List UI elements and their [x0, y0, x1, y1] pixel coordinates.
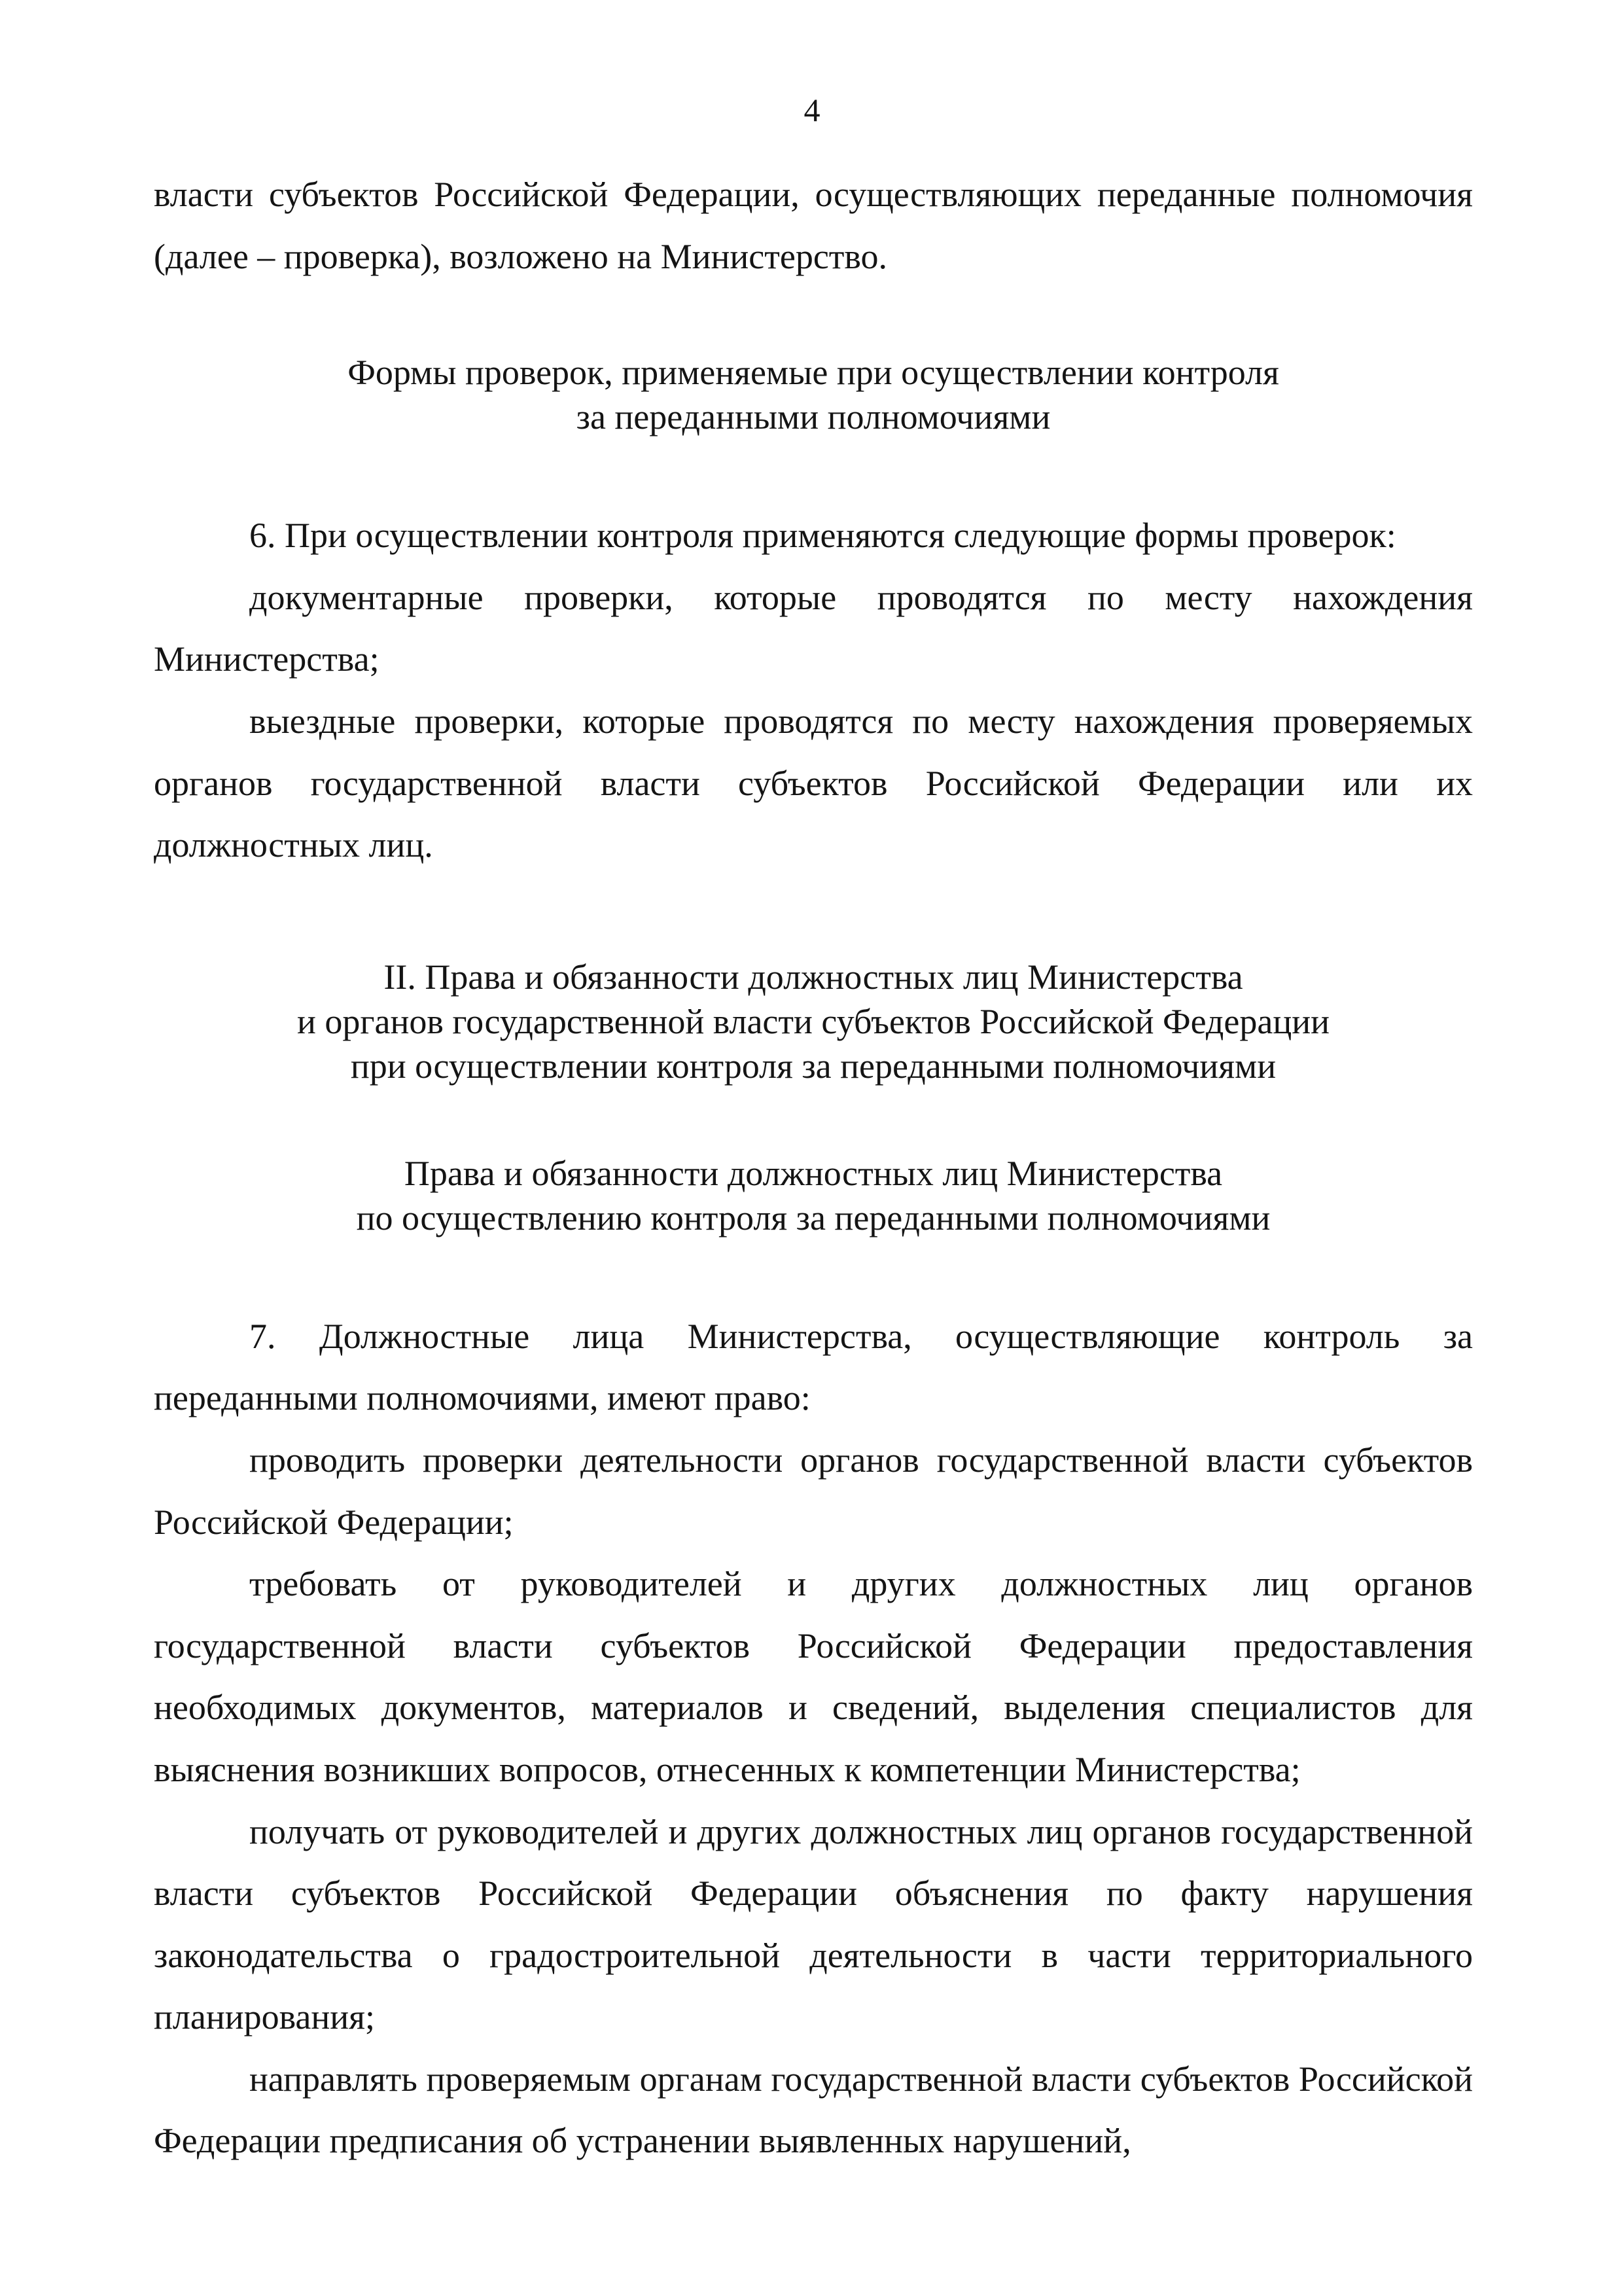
paragraph-7: 7. Должностные лица Министерства, осуществляющие контроль за переданными полномочиями, имеют право:	[154, 1316, 1473, 1418]
paragraph-7-request: требовать от руководителей и других должностных лиц органов государственной власти субъектов Российской Федерации предоставления необходимых документов, материалов и сведений, выделения специалистов для выяснения возникших вопросов, отнесенных к компетенции Министерства;	[154, 1564, 1473, 1789]
paragraph-6: 6. При осуществлении контроля применяются следующие формы проверок:	[249, 516, 1396, 556]
page-number: 4	[803, 92, 821, 128]
paragraph-6-documentary: документарные проверки, которые проводятся по месту нахождения Министерства;	[154, 577, 1473, 679]
heading-line: за переданными полномочиями	[576, 397, 1051, 437]
heading-line: Права и обязанности должностных лиц Министерства	[404, 1153, 1223, 1193]
paragraph-6-field: выездные проверки, которые проводятся по месту нахождения проверяемых органов государственной власти субъектов Российской Федерации или их должностных лиц.	[154, 701, 1473, 865]
document-body	[154, 164, 1473, 2172]
heading-line: II. Права и обязанности должностных лиц Министерства	[383, 957, 1243, 997]
heading-section-2	[154, 955, 1473, 1088]
paragraph-7-inspect: проводить проверки деятельности органов государственной власти субъектов Российской Федерации;	[154, 1440, 1473, 1542]
heading-rights-and-duties	[154, 1151, 1473, 1240]
paragraph-7-orders: направлять проверяемым органам государственной власти субъектов Российской Федерации предписания об устранении выявленных нарушений,	[154, 2059, 1473, 2161]
heading-line: Формы проверок, применяемые при осуществлении контроля	[347, 353, 1279, 393]
heading-forms-of-inspections	[154, 350, 1473, 439]
heading-line: при осуществлении контроля за переданными полномочиями	[350, 1046, 1277, 1086]
heading-line: по осуществлению контроля за переданными полномочиями	[356, 1198, 1271, 1237]
paragraph-7-explanations: получать от руководителей и других должностных лиц органов государственной власти субъектов Российской Федерации объяснения по факту нарушения законодательства о градостроительной деятельности в части территориального планирования;	[154, 1811, 1473, 2037]
paragraph-intro: власти субъектов Российской Федерации, осуществляющих переданные полномочия (далее – проверка), возложено на Министерство.	[154, 175, 1473, 276]
heading-line: и органов государственной власти субъектов Российской Федерации	[296, 1001, 1330, 1041]
